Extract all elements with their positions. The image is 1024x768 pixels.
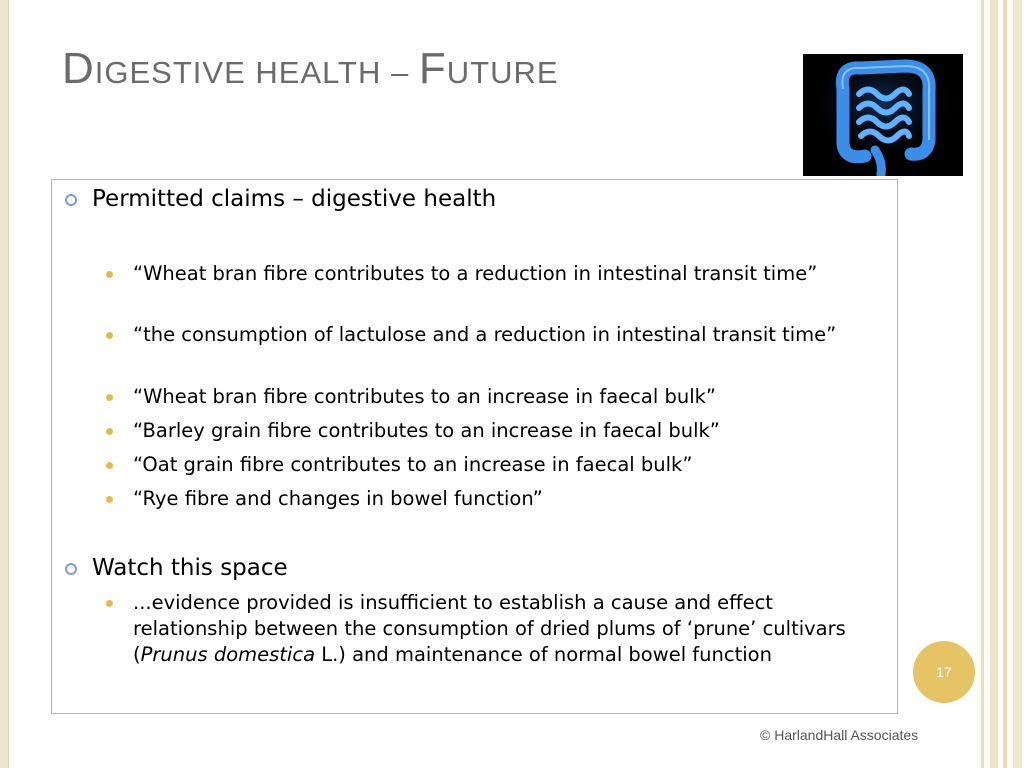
claim-text: “Wheat bran fibre contributes to an increase in faecal bulk” <box>133 385 717 408</box>
dot-bullet-icon <box>106 394 113 401</box>
section-heading-permitted-claims: Permitted claims – digestive health <box>92 186 497 212</box>
claim-text: “Oat grain fibre contributes to an increase in faecal bulk” <box>133 453 693 476</box>
title-initial-2: F <box>418 44 447 93</box>
claim-text: “the consumption of lactulose and a reduction in intestinal transit time” <box>133 323 837 346</box>
title-separator: – <box>381 55 419 90</box>
right-edge-decoration <box>976 0 1024 768</box>
evidence-text-end: L.) and maintenance of normal bowel function <box>315 643 772 666</box>
title-initial-1: D <box>62 44 95 93</box>
page-number-badge <box>913 641 975 703</box>
circle-bullet-icon <box>65 563 77 575</box>
left-edge-decoration <box>0 0 9 768</box>
intestine-icon <box>803 54 963 176</box>
claim-text: “Rye fibre and changes in bowel function” <box>133 487 543 510</box>
dot-bullet-icon <box>106 271 113 278</box>
claim-text: “Wheat bran fibre contributes to a reduction in intestinal transit time” <box>133 262 818 285</box>
claim-item <box>133 384 888 410</box>
level1-item <box>92 185 496 213</box>
claim-text: “Barley grain fibre contributes to an increase in faecal bulk” <box>133 419 720 442</box>
dot-bullet-icon <box>106 496 113 503</box>
slide-title <box>62 44 559 94</box>
dot-bullet-icon <box>106 462 113 469</box>
intestine-image <box>803 54 963 176</box>
dot-bullet-icon <box>106 600 113 607</box>
species-name: Prunus domestica <box>140 643 316 666</box>
title-rest-2: UTURE <box>446 55 559 90</box>
level1-item <box>92 554 288 582</box>
page-number: 17 <box>936 664 952 680</box>
evidence-text-start: ...evidence provided is insufficient to establish a cause and effect relationship between the consumption of dried plums of ‘prune’ cultivars ( <box>133 591 846 666</box>
section-heading-watch-this-space: Watch this space <box>92 555 288 581</box>
evidence-item <box>133 590 888 668</box>
content-box <box>51 179 898 714</box>
dot-bullet-icon <box>106 332 113 339</box>
dot-bullet-icon <box>106 428 113 435</box>
copyright-footer: © HarlandHall Associates <box>760 727 919 743</box>
claim-item <box>133 452 888 478</box>
claim-item <box>133 322 888 348</box>
claim-item <box>133 261 888 287</box>
circle-bullet-icon <box>65 194 77 206</box>
title-rest-1: IGESTIVE HEALTH <box>94 55 382 90</box>
claim-item <box>133 418 888 444</box>
claim-item <box>133 486 888 512</box>
